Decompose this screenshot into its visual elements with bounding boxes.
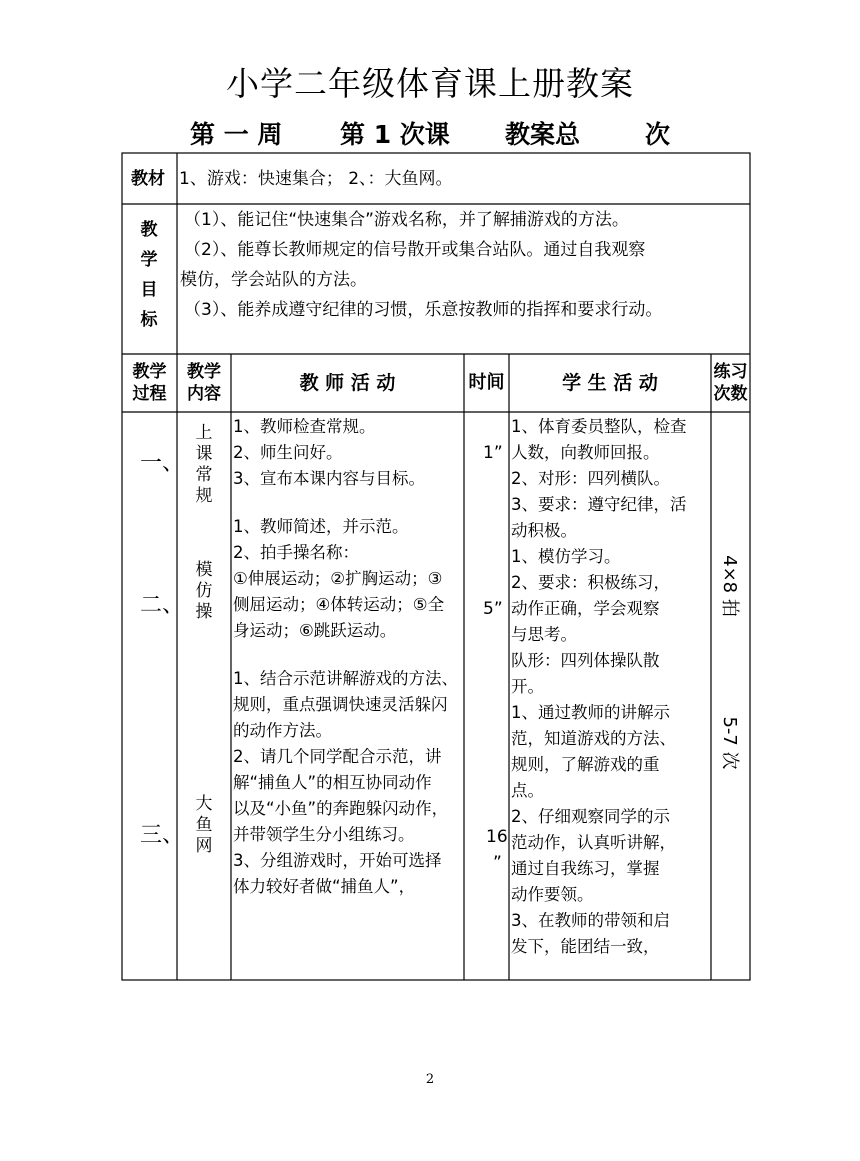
time-value: 1”: [483, 443, 503, 463]
content-char: 常: [195, 465, 213, 485]
material-text: 1、游戏：快速集合； 2、：大鱼网。: [179, 169, 453, 189]
teacher-activities: [233, 414, 458, 900]
student-line: 1、模仿学习。: [511, 547, 621, 566]
teacher-line: 的动作方法。: [233, 721, 332, 740]
process-mark-3: 三、: [140, 823, 185, 848]
objective-line: （2）、能尊长教师规定的信号散开或集合站队。通过自我观察: [184, 240, 646, 260]
header-process: [122, 361, 177, 405]
content-char: 鱼: [195, 815, 213, 835]
objectives-label-char: 教: [140, 220, 158, 240]
process-mark-1: 一、: [140, 451, 185, 476]
student-line: 3、在教师的带领和启: [511, 911, 670, 930]
student-line: 点。: [511, 781, 544, 800]
student-activities: [511, 414, 687, 960]
content-char: 仿: [195, 581, 213, 601]
header-teacher: 教 师 活 动: [299, 372, 396, 394]
content-char: 大: [195, 794, 213, 814]
header-practice: [711, 361, 750, 405]
total-label: 教案总: [505, 120, 581, 149]
teacher-line: [233, 492, 458, 514]
practice-count-exercise: 4×8 拍: [719, 555, 740, 617]
student-line: 范，知道游戏的方法、: [511, 729, 676, 748]
student-line: 2、仔细观察同学的示: [511, 807, 670, 826]
teacher-line: 3、分组游戏时，开始可选择: [233, 851, 442, 870]
objective-line: （1）、能记住“快速集合”游戏名称，并了解捕游戏的方法。: [184, 210, 629, 230]
teacher-line: ①伸展运动；②扩胸运动；③: [233, 569, 443, 588]
teacher-line: 1、结合示范讲解游戏的方法、: [233, 669, 458, 688]
student-line: 3、要求：遵守纪律，活: [511, 495, 687, 514]
header-content: [177, 361, 231, 405]
header-student: 学 生 活 动: [562, 372, 658, 394]
content-label-game: [192, 794, 216, 857]
student-line: 1、通过教师的讲解示: [511, 703, 670, 722]
objective-line: （3）、能养成遵守纪律的习惯，乐意按教师的指挥和要求行动。: [184, 300, 663, 320]
objectives-label: [137, 215, 161, 335]
teacher-line: 体力较好者做“捕鱼人”，: [233, 877, 416, 896]
content-char: 操: [195, 602, 213, 622]
teacher-line: 2、请几个同学配合示范，讲: [233, 747, 442, 766]
time-value: ”: [493, 853, 502, 873]
student-line: 动积极。: [511, 521, 577, 540]
objective-line: 模仿，学会站队的方法。: [180, 270, 367, 290]
student-line: 动作要领。: [511, 885, 594, 904]
material-label: 教材: [131, 169, 165, 189]
teacher-line: 并带领学生分小组练习。: [233, 825, 415, 844]
header-content-line: 内容: [187, 384, 221, 404]
content-char: 网: [195, 836, 213, 856]
content-char: 上: [195, 423, 213, 443]
teacher-line: 2、师生问好。: [233, 443, 343, 462]
header-practice-line: 练习: [713, 362, 748, 382]
student-line: 规则，了解游戏的重: [511, 755, 660, 774]
header-time: 时间: [468, 372, 505, 393]
header-content-line: 教学: [187, 362, 221, 382]
teacher-line: 规则，重点强调快速灵活躲闪: [233, 695, 448, 714]
student-line: 2、要求：积极练习，: [511, 573, 670, 592]
student-line: 通过自我练习，掌握: [511, 859, 660, 878]
student-line: 人数，向教师回报。: [511, 443, 660, 462]
student-line: 1、体育委员整队，检查: [511, 417, 687, 436]
teacher-line: 3、宣布本课内容与目标。: [233, 469, 425, 488]
student-line: 与思考。: [511, 625, 577, 644]
objectives-label-char: 学: [140, 250, 158, 270]
time-value: 16: [486, 827, 508, 847]
content-char: 模: [195, 560, 213, 580]
teacher-line: 以及“小鱼”的奔跑躲闪动作，: [233, 799, 449, 818]
teacher-line: 侧屈运动；④体转运动；⑤全: [233, 595, 445, 614]
teacher-line: 身运动；⑥跳跃运动。: [233, 621, 397, 640]
objectives-label-char: 目: [140, 280, 158, 300]
teacher-line: 2、拍手操名称：: [233, 543, 359, 562]
header-process-line: 教学: [132, 362, 167, 382]
teacher-line: 解“捕鱼人”的相互协同动作: [233, 773, 432, 792]
lesson-label: 第 1 次课: [340, 120, 450, 149]
header-practice-line: 次数: [713, 384, 748, 404]
time-value: 5”: [483, 599, 503, 619]
content-label-exercise: [192, 560, 216, 623]
student-line: 2、对形：四列横队。: [511, 469, 670, 488]
student-line: 动作正确，学会观察: [511, 599, 660, 618]
page-title: 小学二年级体育课上册教案: [226, 64, 634, 103]
teacher-line: 1、教师检查常规。: [233, 417, 376, 436]
objectives-text: [180, 205, 662, 325]
content-label-routine: [192, 423, 216, 507]
week-label: 第 一 周: [190, 120, 283, 149]
student-line: 发下，能团结一致，: [511, 937, 660, 956]
student-line: 开。: [511, 677, 544, 696]
teacher-line: [233, 644, 458, 666]
practice-count-game: 5-7 次: [719, 716, 740, 770]
header-process-line: 过程: [132, 384, 167, 404]
page-number: 2: [425, 1072, 435, 1087]
content-char: 规: [195, 486, 213, 506]
content-char: 课: [195, 444, 213, 464]
times-label: 次: [645, 120, 671, 149]
teacher-line: 1、教师简述，并示范。: [233, 517, 409, 536]
student-line: 队形：四列体操队散: [511, 651, 660, 670]
objectives-label-char: 标: [140, 310, 158, 330]
student-line: 范动作，认真听讲解，: [511, 833, 676, 852]
process-mark-2: 二、: [140, 593, 185, 618]
